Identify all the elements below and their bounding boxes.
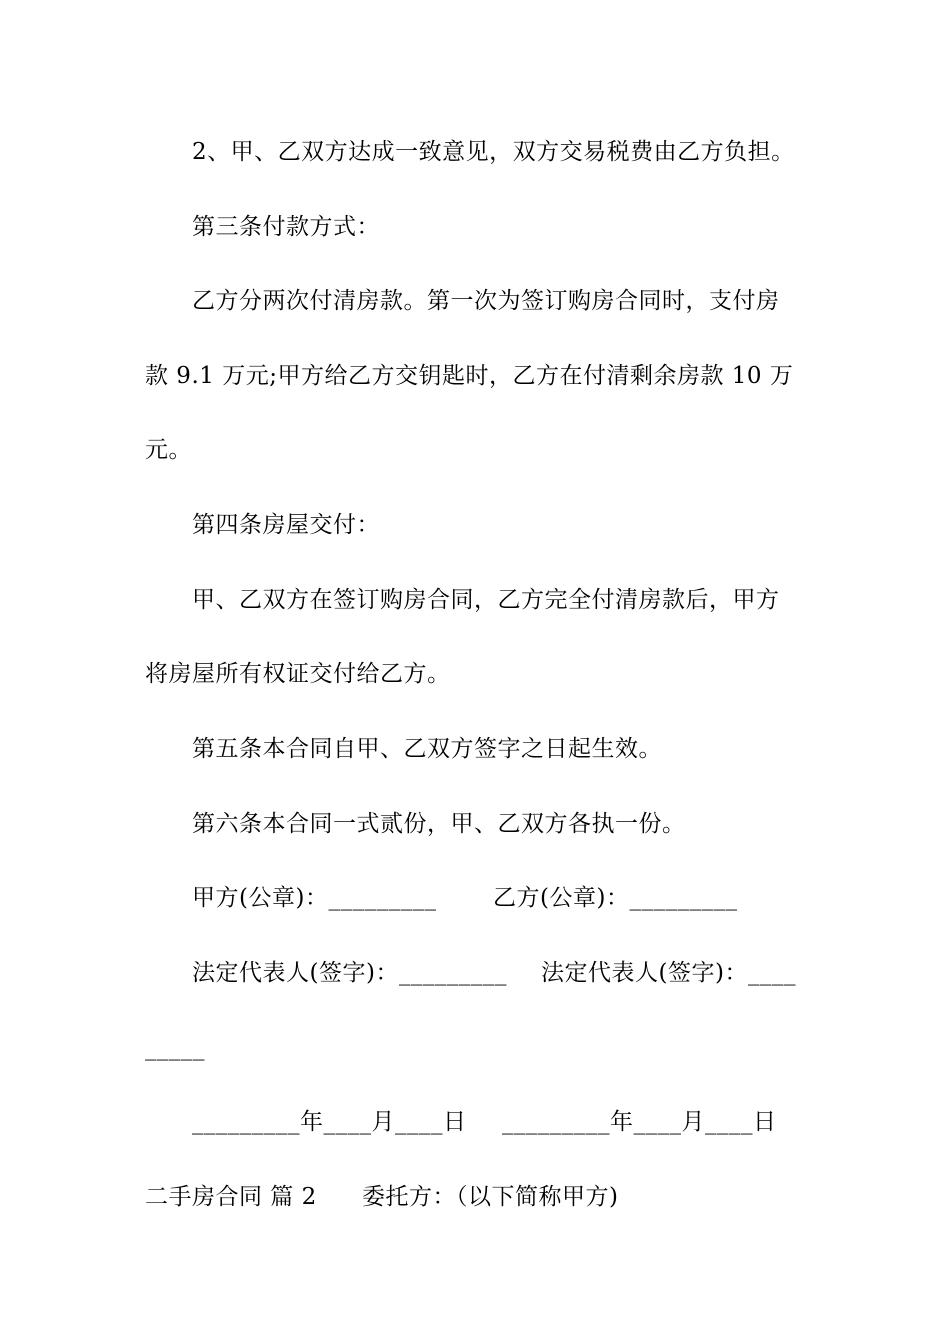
heading-payment-method: 第三条付款方式： <box>192 214 380 240</box>
paragraph-effective-date: 第五条本合同自甲、乙双方签字之日起生效。 <box>192 736 662 762</box>
date-party-a: _________年____月____日 <box>192 1109 467 1135</box>
paragraph-delivery-line-1: 甲、乙双方在签订购房合同，乙方完全付清房款后，甲方 <box>192 587 780 613</box>
heading-house-delivery: 第四条房屋交付： <box>192 512 380 538</box>
date-party-b: _________年____月____日 <box>502 1109 777 1135</box>
paragraph-payment-line-3: 元。 <box>145 437 192 463</box>
paragraph-copies: 第六条本合同一式贰份，甲、乙双方各执一份。 <box>192 811 686 837</box>
paragraph-delivery-line-2: 将房屋所有权证交付给乙方。 <box>145 661 451 687</box>
paragraph-payment-line-1: 乙方分两次付清房款。第一次为签订购房合同时，支付房 <box>192 288 780 314</box>
party-a-seal: 甲方(公章)：_________ <box>192 885 437 911</box>
paragraph-payment-line-2: 款 9.1 万元;甲方给乙方交钥匙时，乙方在付清剩余房款 10 万 <box>145 363 794 389</box>
client-party-label: 委托方：（以下简称甲方) <box>362 1184 619 1210</box>
representative-b-signature-continued: _____ <box>145 1035 205 1061</box>
section-title-part-2: 二手房合同 篇 2 <box>145 1184 317 1210</box>
party-b-seal: 乙方(公章)：_________ <box>493 885 738 911</box>
representative-a-signature: 法定代表人(签字)：_________ <box>192 960 507 986</box>
representative-b-signature: 法定代表人(签字)：____ <box>541 960 796 986</box>
paragraph-tax-burden: 2、甲、乙双方达成一致意见，双方交易税费由乙方负担。 <box>192 139 795 165</box>
